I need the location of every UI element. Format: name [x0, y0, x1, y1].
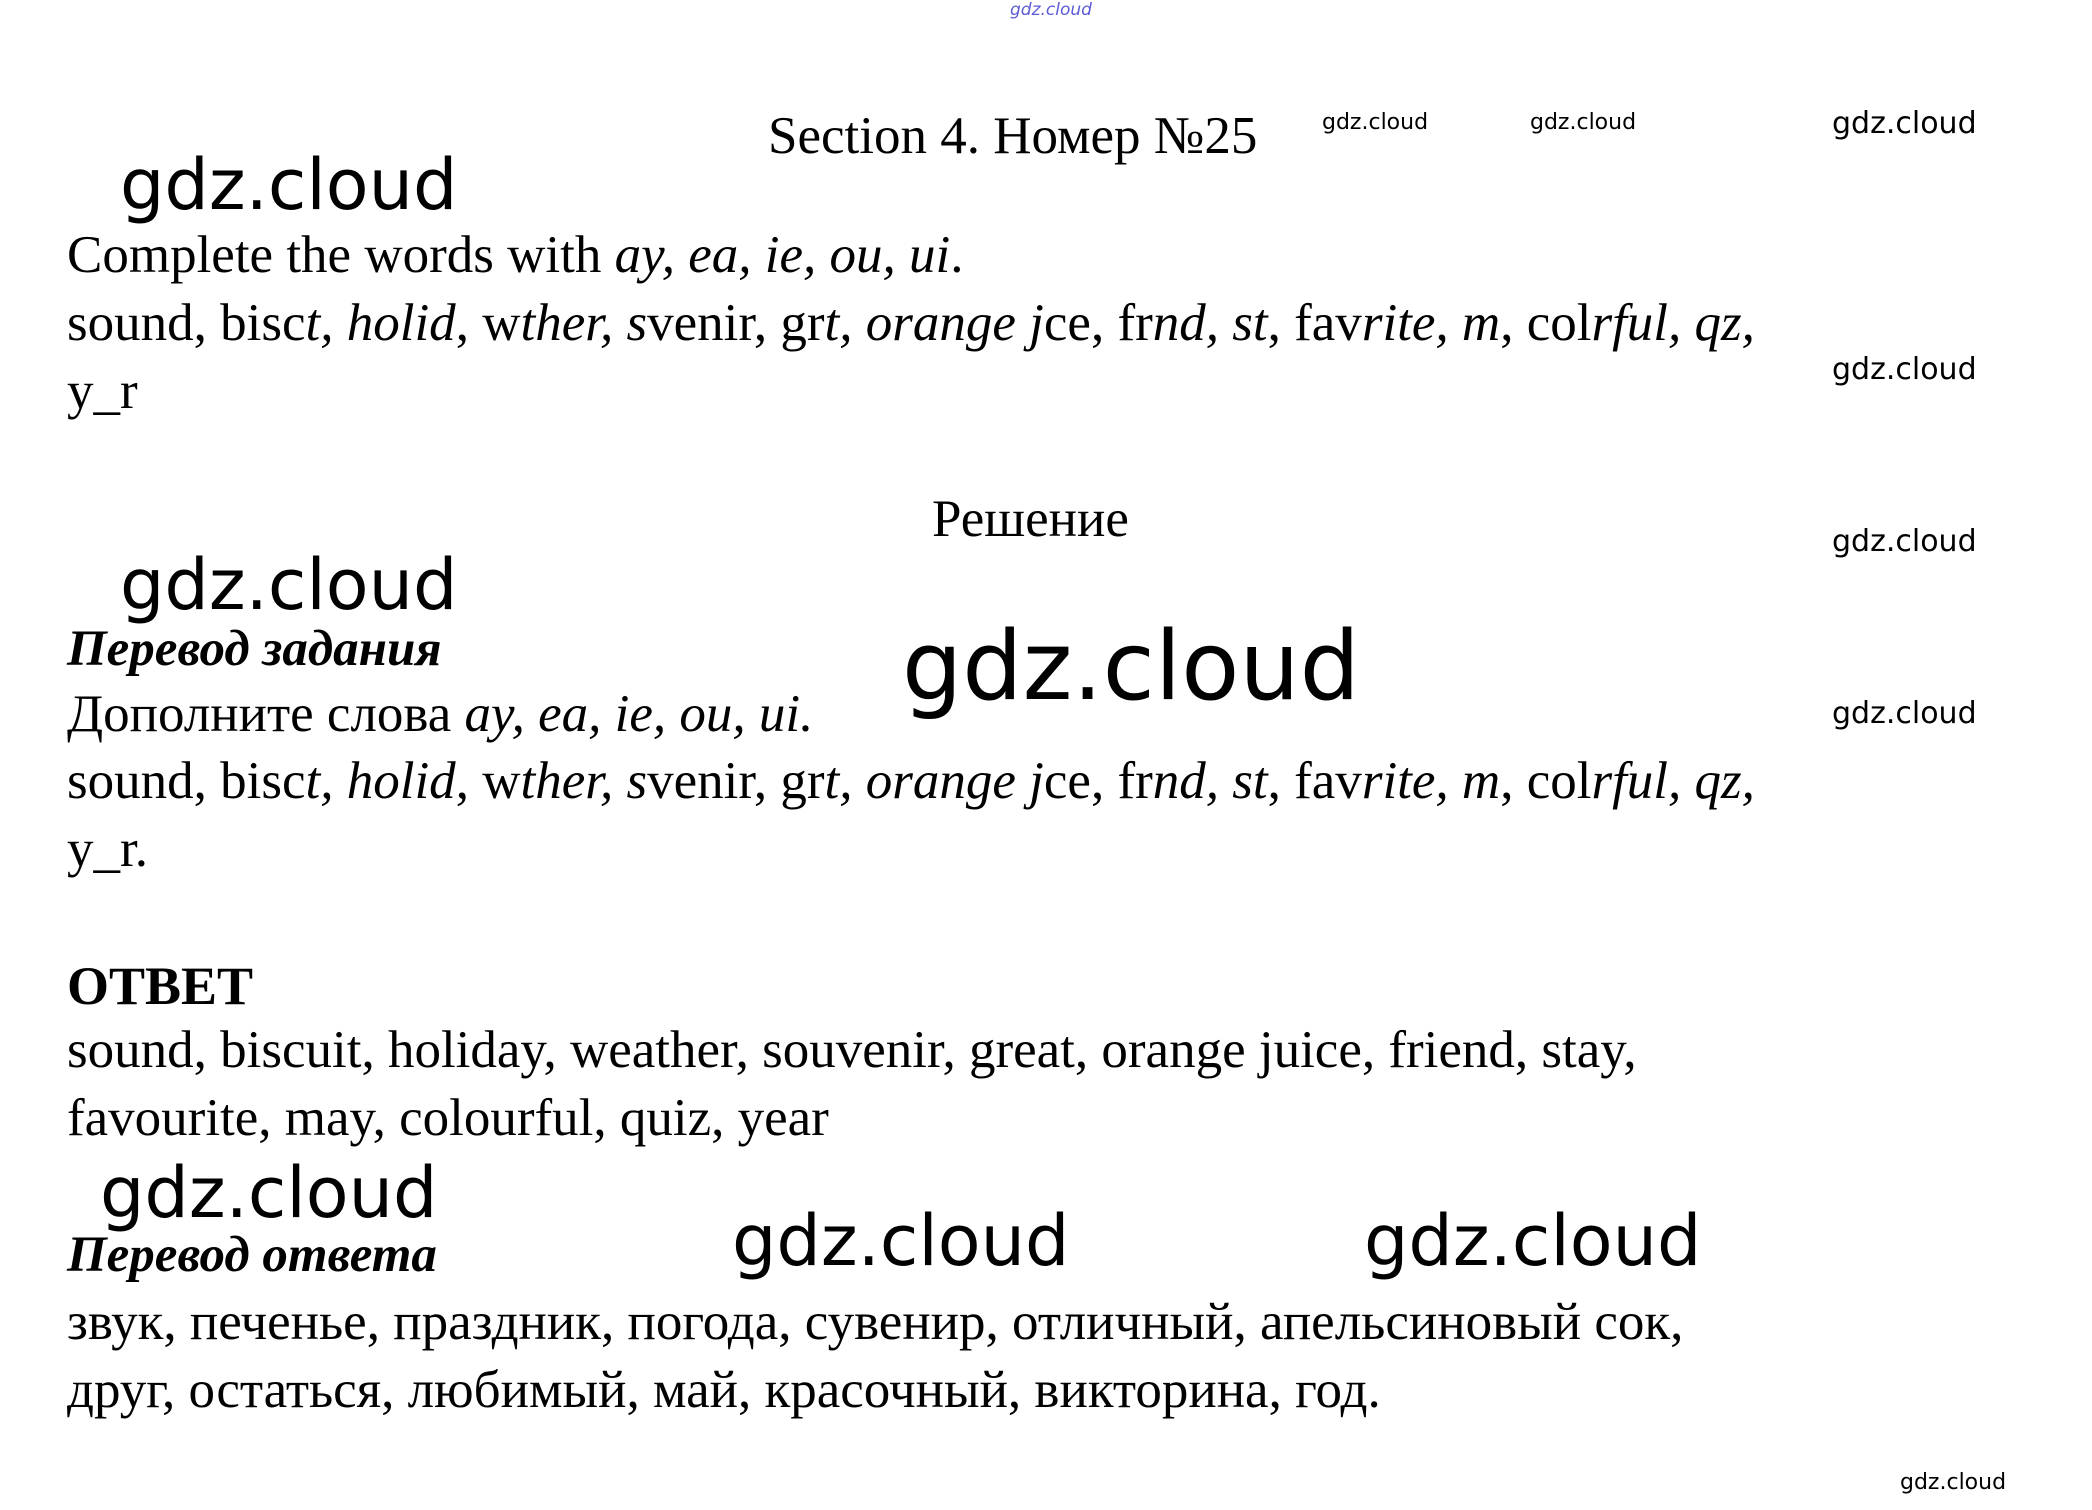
task-word-part: sound, bisc [67, 294, 306, 352]
translation-word-part: ce, fr [1043, 752, 1153, 810]
translation-word-part: t, holid [305, 752, 456, 810]
task-word-part: ce, fr [1043, 294, 1153, 352]
translation-answer-line1: звук, печенье, праздник, погода, сувенир, отличный, апельсиновый сок, [67, 1293, 1684, 1351]
translation-word-part: sound, bisc [67, 752, 306, 810]
translation-word-part: rite, m [1361, 752, 1501, 810]
task-word-part: venir, gr [647, 294, 825, 352]
answer-line2: favourite, may, colourful, quiz, year [67, 1089, 829, 1147]
task-word-part: t, holid [305, 294, 456, 352]
solution-heading: Решение [932, 490, 1129, 548]
watermark: gdz.cloud [1832, 106, 1977, 141]
watermark: gdz.cloud [1530, 110, 1637, 135]
watermark: gdz.cloud [1832, 524, 1977, 559]
translation-word-part: ther, s [520, 752, 648, 810]
task-instruction-suffix: . [950, 226, 964, 284]
translation-answer-heading: Перевод ответа [67, 1227, 437, 1283]
watermark-top: gdz.cloud [1010, 0, 1092, 20]
translation-word-part: rful, q [1591, 752, 1722, 810]
watermark: gdz.cloud [902, 612, 1360, 722]
translation-task-instruction [67, 685, 814, 743]
task-word-part: ther, s [520, 294, 648, 352]
answer-heading: ОТВЕТ [67, 956, 254, 1016]
answer-line1: sound, biscuit, holiday, weather, souvenir, great, orange juice, friend, stay, [67, 1021, 1637, 1079]
translation-task-heading: Перевод задания [67, 621, 442, 677]
translation-word-part: z, [1721, 752, 1755, 810]
translation-word-part: , fav [1267, 752, 1362, 810]
watermark: gdz.cloud [1900, 1470, 2007, 1495]
task-instruction [67, 226, 964, 284]
translation-word-part: venir, gr [647, 752, 825, 810]
translation-word-part: t, orange j [824, 752, 1044, 810]
task-word-part: , col [1500, 294, 1592, 352]
task-word-part: rite, m [1361, 294, 1501, 352]
task-word-part: nd, st [1152, 294, 1268, 352]
translation-instruction-prefix: Дополните слова [67, 685, 465, 743]
task-word-part: z, [1721, 294, 1755, 352]
watermark: gdz.cloud [1832, 696, 1977, 731]
translation-word-part: nd, st [1152, 752, 1268, 810]
translation-words-line1 [67, 752, 1755, 810]
task-words-line1 [67, 294, 1755, 352]
translation-words-line2: y_r. [67, 820, 148, 878]
watermark: gdz.cloud [1322, 110, 1429, 135]
translation-word-part: , col [1500, 752, 1592, 810]
watermark: gdz.cloud [100, 1152, 438, 1234]
task-word-part: , fav [1267, 294, 1362, 352]
translation-word-part: , w [455, 752, 521, 810]
task-instruction-letters: ay, ea, ie, ou, ui [614, 226, 951, 284]
translation-instruction-letters: ay, ea, ie, ou, ui. [464, 685, 814, 743]
task-word-part: rful, q [1591, 294, 1722, 352]
task-instruction-prefix: Complete the words with [67, 226, 615, 284]
watermark: gdz.cloud [732, 1200, 1070, 1282]
translation-answer-line2: друг, остаться, любимый, май, красочный, викторина, год. [67, 1361, 1381, 1419]
task-word-part: , w [455, 294, 521, 352]
watermark: gdz.cloud [1364, 1200, 1702, 1282]
page-title: Section 4. Номер №25 [768, 107, 1258, 165]
task-word-part: t, orange j [824, 294, 1044, 352]
watermark: gdz.cloud [1832, 352, 1977, 387]
watermark: gdz.cloud [120, 144, 458, 226]
task-words-line2: y_r [67, 362, 138, 420]
watermark: gdz.cloud [120, 544, 458, 626]
